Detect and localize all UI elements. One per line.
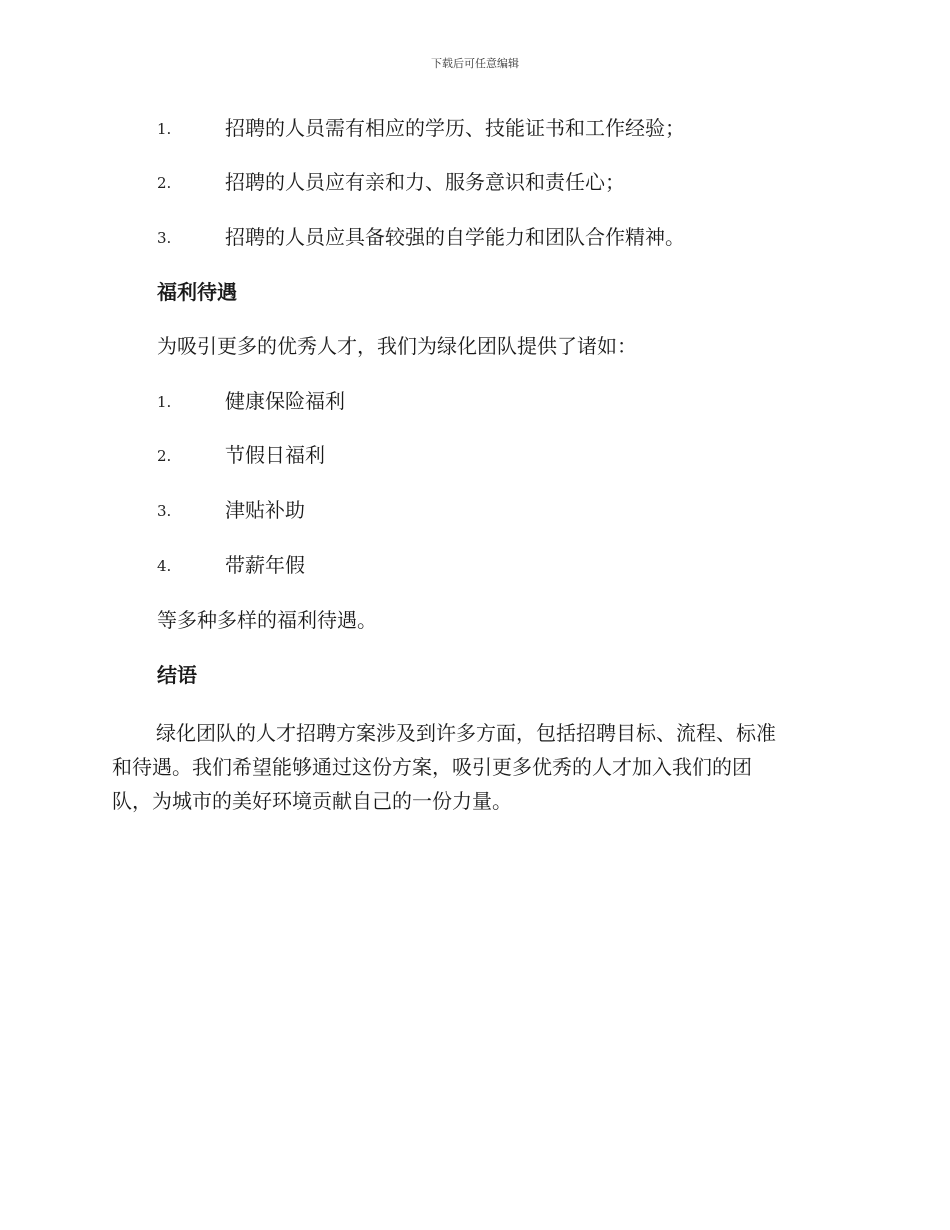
paragraph-line: 队，为城市的美好环境贡献自己的一份力量。 — [112, 789, 512, 813]
conclusion-paragraph — [112, 716, 837, 818]
list-text: 津贴补助 — [225, 498, 305, 522]
list-number: 2. — [157, 174, 172, 192]
section-heading-benefits: 福利待遇 — [157, 280, 237, 304]
list-number: 1. — [157, 393, 172, 411]
requirement-item — [0, 168, 950, 198]
list-number: 3. — [157, 229, 172, 247]
requirement-item — [0, 114, 950, 144]
list-number: 4. — [157, 557, 172, 575]
list-text: 招聘的人员需有相应的学历、技能证书和工作经验； — [225, 116, 685, 140]
list-text: 健康保险福利 — [225, 389, 345, 413]
section-heading-conclusion: 结语 — [157, 663, 197, 687]
benefit-item — [0, 551, 950, 581]
list-number: 2. — [157, 447, 172, 465]
list-text: 招聘的人员应有亲和力、服务意识和责任心； — [225, 170, 625, 194]
paragraph-line: 绿化团队的人才招聘方案涉及到许多方面，包括招聘目标、流程、标准 — [156, 721, 776, 745]
list-text: 招聘的人员应具备较强的自学能力和团队合作精神。 — [225, 225, 685, 249]
header-note: 下载后可任意编辑 — [431, 57, 519, 70]
benefits-outro: 等多种多样的福利待遇。 — [157, 608, 377, 632]
list-number: 1. — [157, 120, 172, 138]
list-number: 3. — [157, 502, 172, 520]
requirement-item — [0, 223, 950, 253]
benefits-intro: 为吸引更多的优秀人才，我们为绿化团队提供了诸如： — [157, 334, 637, 358]
benefit-item — [0, 441, 950, 471]
benefit-item — [0, 387, 950, 417]
benefit-item — [0, 496, 950, 526]
paragraph-line: 和待遇。我们希望能够通过这份方案，吸引更多优秀的人才加入我们的团 — [112, 755, 752, 779]
list-text: 节假日福利 — [225, 443, 325, 467]
list-text: 带薪年假 — [225, 553, 305, 577]
